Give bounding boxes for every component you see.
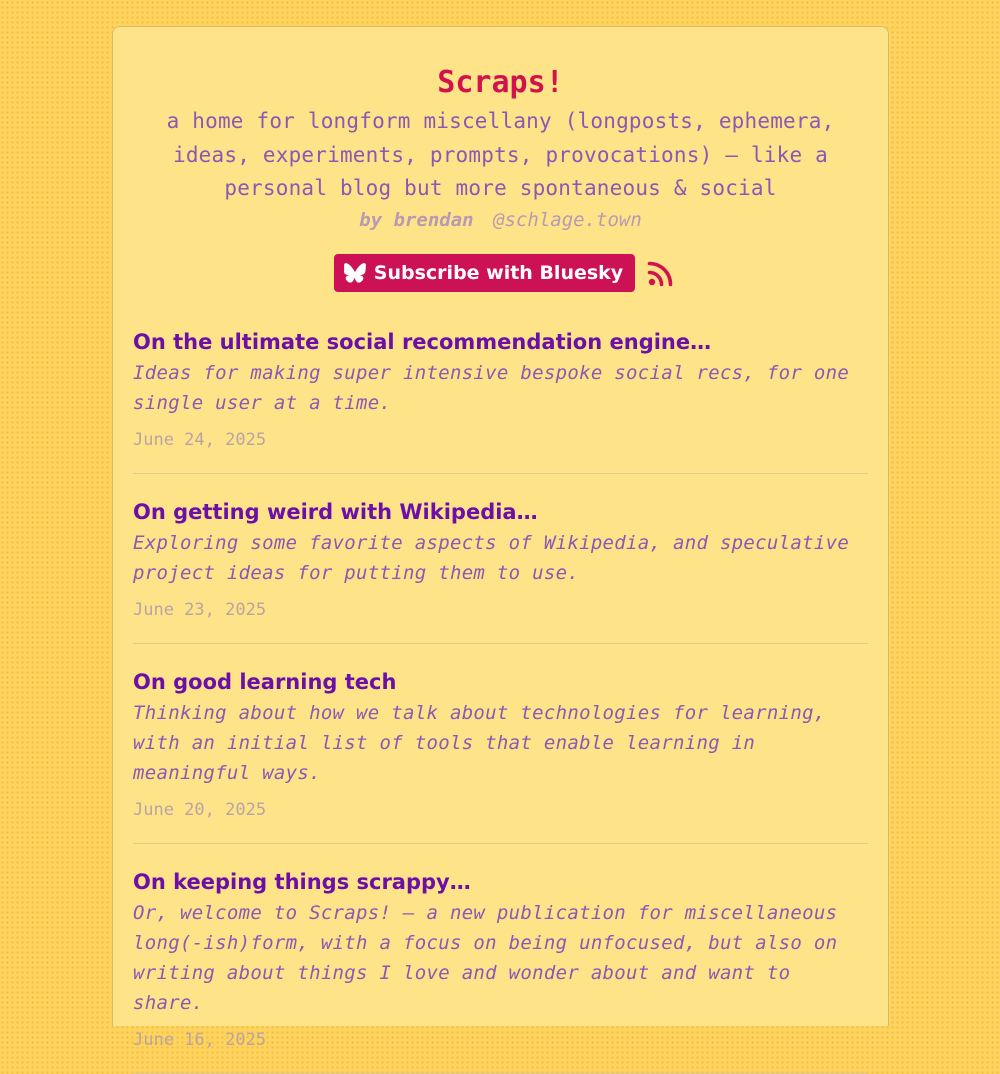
main-card	[112, 26, 889, 1050]
post-description: Thinking about how we talk about technologies for learning, with an initial list of tools that enable learning in meaningful ways.	[133, 701, 826, 784]
post-title-link[interactable]: On the ultimate social recommendation engine…	[133, 329, 712, 354]
post-description: Or, welcome to Scraps! — a new publication for miscellaneous long(-ish)form, with a focus on being unfocused, but also on writing about things I love and wonder about and want to share.	[133, 901, 838, 1014]
post-date: June 20, 2025	[133, 799, 267, 820]
site-tagline: a home for longform miscellany (longposts, ephemera, ideas, experiments, prompts, provocations) — like a personal blog but more spontaneous & social	[166, 109, 835, 200]
post-date: June 23, 2025	[133, 599, 267, 620]
post-date: June 16, 2025	[133, 1029, 267, 1050]
rss-icon[interactable]	[647, 259, 675, 287]
post-title-link[interactable]: On good learning tech	[133, 669, 397, 694]
author-handle[interactable]: @schlage.town	[493, 208, 642, 231]
subscribe-bluesky-button[interactable]	[334, 254, 635, 292]
byline	[133, 206, 868, 234]
post-description: Exploring some favorite aspects of Wikipedia, and speculative project ideas for putting them to use.	[133, 531, 850, 584]
post-title-link[interactable]: On getting weird with Wikipedia…	[133, 499, 538, 524]
post-description: Ideas for making super intensive bespoke social recs, for one single user at a time.	[133, 361, 850, 414]
post-item	[133, 328, 868, 474]
post-item	[133, 498, 868, 644]
subscribe-row	[133, 254, 868, 292]
subscribe-label: Subscribe with Bluesky	[373, 261, 624, 284]
post-title-link[interactable]: On keeping things scrappy…	[133, 869, 471, 894]
post-date: June 24, 2025	[133, 429, 267, 450]
byline-by: by	[359, 208, 383, 231]
butterfly-icon	[344, 263, 366, 283]
author-name[interactable]: brendan	[393, 208, 474, 231]
post-item	[133, 668, 868, 844]
post-item	[133, 868, 868, 1074]
site-title[interactable]: Scraps!	[437, 65, 564, 100]
post-list	[133, 328, 868, 1074]
